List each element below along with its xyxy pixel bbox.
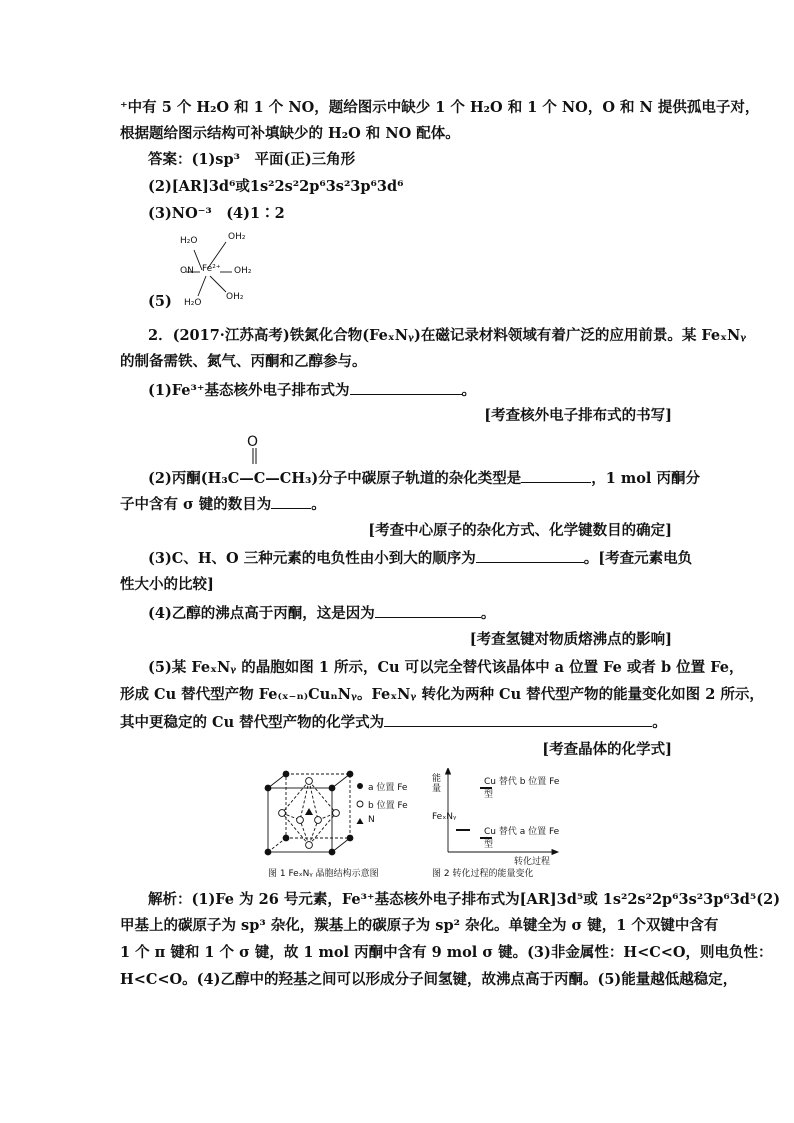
answer-blank-3[interactable] (476, 548, 584, 563)
answer-1-2: 答案：(1)sp³ 平面(正)三角形 (148, 151, 356, 168)
ligand-h2o-top-left: H₂O (180, 236, 198, 246)
part-2-text-cont: ，1 mol 丙酮分 (591, 470, 700, 487)
part-2-text: (2)丙酮(H₃C—C—CH₃)分子中碳原子轨道的杂化类型是 (148, 470, 522, 487)
question-2-part-5-line-2: 形成 Cu 替代型产物 Fe₍ₓ₋ₙ₎CuₙNᵧ。FeₓNᵧ 转化为两种 Cu 替代型产物的能量变化如图 2 所示， (120, 686, 764, 703)
part-4-text: (4)乙醇的沸点高于丙酮，这是因为 (148, 605, 375, 622)
figure-1-caption: 图 1 FeₓNᵧ 晶胞结构示意图 (268, 869, 379, 879)
part-2-end: 。 (311, 496, 326, 513)
answer-blank-1[interactable] (350, 380, 462, 395)
label-cu-replace-b: Cu 替代 b 位置 Fe 型 (484, 777, 560, 800)
label-start-compound: FeₓNᵧ (432, 812, 457, 822)
question-2-line-2: 的制备需铁、氮气、丙酮和乙醇参与。 (120, 353, 367, 370)
part-1-end: 。 (461, 382, 477, 399)
ligand-oh2-right: OH₂ (234, 266, 252, 276)
figure-1-unit-cell (258, 768, 428, 880)
question-2-part-1 (148, 380, 476, 401)
question-2-part-5-line-3 (120, 712, 667, 733)
part-1-text: (1)Fe³⁺基态核外电子排布式为 (148, 382, 350, 399)
answer-blank-2b[interactable] (271, 494, 311, 509)
legend-a-position-fe: a 位置 Fe (368, 783, 408, 793)
answer-3-4: (3)NO⁻³ (4)1∶2 (148, 205, 285, 222)
acetone-carbonyl-oxygen: O (247, 434, 259, 450)
topic-tag-5: [考查晶体的化学式] (542, 741, 672, 758)
topic-tag-4: [考查氢键对物质熔沸点的影响] (469, 631, 672, 648)
figure-2-x-label: 转化过程 (514, 857, 551, 867)
central-ion-fe: Fe²⁺ (202, 264, 221, 274)
answer-2: (2)[AR]3d⁶或1s²2s²2p⁶3s²3p⁶3d⁶ (148, 178, 404, 195)
part-4-end: 。 (480, 605, 496, 622)
solution-line-2: 甲基上的碳原子为 sp³ 杂化，羰基上的碳原子为 sp² 杂化。单键全为 σ 键，1 个双键中含有 (120, 917, 719, 934)
question-2-part-3-line-2: 性大小的比较] (120, 576, 214, 593)
figure-2-energy-diagram (430, 768, 570, 880)
question-2-part-2 (148, 468, 700, 489)
solution-line-1: 解析：(1)Fe 为 26 号元素，Fe³⁺基态核外电子排布式为[AR]3d⁵或 1s²2s²2p⁶3s²3p⁶3d⁵(2) (148, 891, 781, 908)
acetone-double-bond (252, 448, 258, 464)
part-3-text-cont: 。[考查元素电负 (583, 550, 693, 567)
label-cu-replace-a: Cu 替代 a 位置 Fe 型 (484, 827, 560, 850)
topic-tag-2: [考查中心原子的杂化方式、化学键数目的确定] (368, 522, 672, 539)
part-5-text: 其中更稳定的 Cu 替代型产物的化学式为 (120, 714, 385, 731)
ligand-h2o-bottom-left: H₂O (184, 298, 202, 308)
ligand-oh2-top-right: OH₂ (228, 232, 246, 242)
answer-5-label: (5) (148, 293, 172, 310)
ligand-oh2-bottom-right: OH₂ (226, 292, 244, 302)
answer-blank-4[interactable] (375, 603, 481, 618)
answer-blank-2a[interactable] (521, 468, 591, 483)
part-5-end: 。 (652, 714, 667, 731)
answer-blank-5[interactable] (384, 712, 652, 727)
figure-2-caption: 图 2 转化过程的能量变化 (432, 869, 534, 879)
ligand-on: ON (180, 266, 194, 276)
question-2-part-2-line-2 (120, 494, 326, 515)
solution-line-3: 1 个 π 键和 1 个 σ 键，故 1 mol 丙酮中含有 9 mol σ 键。(3)非金属性：H<C<O，则电负性： (120, 944, 773, 961)
question-2-line-1: 2．(2017·江苏高考)铁氮化合物(FeₓNᵧ)在磁记录材料领域有着广泛的应用前景。某 FeₓNᵧ (148, 327, 747, 344)
solution-line-4: H<C<O。(4)乙醇中的羟基之间可以形成分子间氢键，故沸点高于丙酮。(5)能量越低越稳定， (120, 971, 738, 988)
question-2-part-4 (148, 603, 495, 624)
intro-line-1: ⁺中有 5 个 H₂O 和 1 个 NO，题给图示中缺少 1 个 H₂O 和 1 个 NO，O 和 N 提供孤电子对， (120, 99, 760, 116)
figure-2-y-label: 能量 (432, 774, 442, 794)
question-2-part-5-line-1: (5)某 FeₓNᵧ 的晶胞如图 1 所示，Cu 可以完全替代该晶体中 a 位置 Fe 或者 b 位置 Fe， (148, 659, 744, 676)
question-2-part-3 (148, 548, 692, 569)
part-2-sigma-text: 子中含有 σ 键的数目为 (120, 496, 272, 513)
topic-tag-1: [考查核外电子排布式的书写] (484, 407, 672, 424)
legend-n: N (368, 815, 375, 825)
part-3-text: (3)C、H、O 三种元素的电负性由小到大的顺序为 (148, 550, 476, 567)
intro-line-2: 根据题给图示结构可补填缺少的 H₂O 和 NO 配体。 (120, 125, 460, 142)
legend-b-position-fe: b 位置 Fe (368, 801, 408, 811)
